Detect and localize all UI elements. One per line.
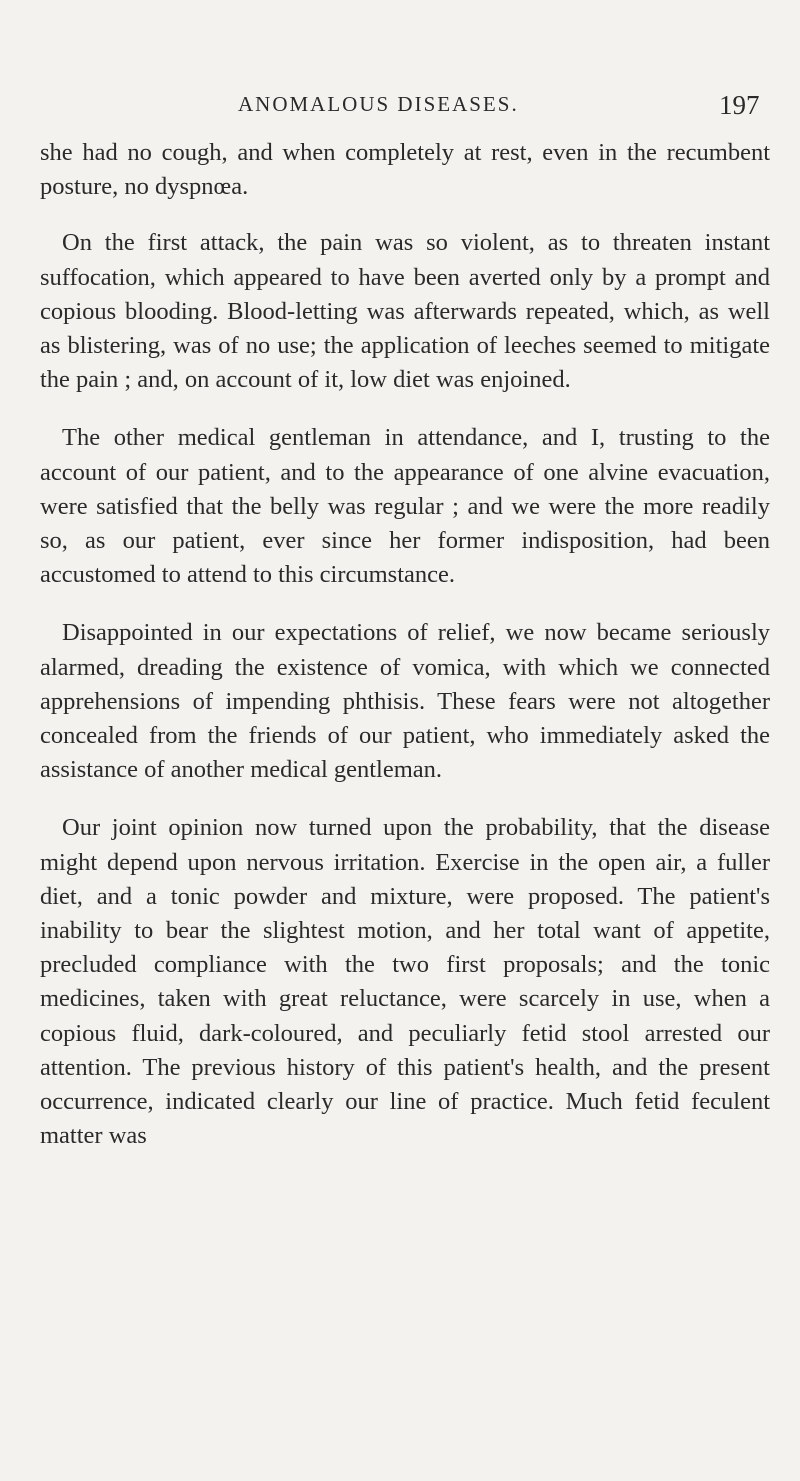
page-number: 197 bbox=[719, 90, 760, 120]
paragraph-disappointed: Disappointed in our expectations of relief, we now became seriously alarmed, dreading the existence of vomica, with which we connected apprehensions of impending phthisis. These fears were not altogether concealed from the friends of our patient, who immediately asked the assistance of another medical gentleman. bbox=[40, 619, 770, 784]
paragraph-joint-opinion: Our joint opinion now turned upon the probability, that the disease might depend upon nervous irritation. Exercise in the open air, a fuller diet, and a tonic powder and mixture, were proposed. The patient's inability to bear the slightest motion, and her total want of appetite, precluded compliance with the two first proposals; and the tonic medicines, taken with great reluctance, were scarcely in use, when a copious fluid, dark-coloured, and peculiarly fetid stool arrested our attention. The previous history of this patient's health, and the present occurrence, indicated clearly our line of practice. Much fetid feculent matter was bbox=[40, 814, 770, 1150]
paragraph-other-gentleman: The other medical gentleman in attendance, and I, trusting to the account of our patient, and to the appearance of one alvine evacuation, were satisfied that the belly was regular ; and we were the more readily so, as our patient, ever since her former indisposition, had been accustomed to attend to this circumstance. bbox=[40, 424, 770, 589]
paragraph-first-attack: On the first attack, the pain was so violent, as to threaten instant suffocation, which appeared to have been averted only by a prompt and copious blooding. Blood-letting was afterwards repeated, which, as well as blistering, was of no use; the application of leeches seemed to mitigate the pain ; and, on account of it, low diet was enjoined. bbox=[40, 229, 770, 394]
text-body bbox=[40, 136, 770, 1177]
running-head-title: ANOMALOUS DISEASES. bbox=[238, 92, 519, 116]
paragraph-continuation: she had no cough, and when completely at rest, even in the recumbent posture, no dyspnœa. bbox=[40, 139, 770, 201]
running-head bbox=[0, 90, 800, 130]
